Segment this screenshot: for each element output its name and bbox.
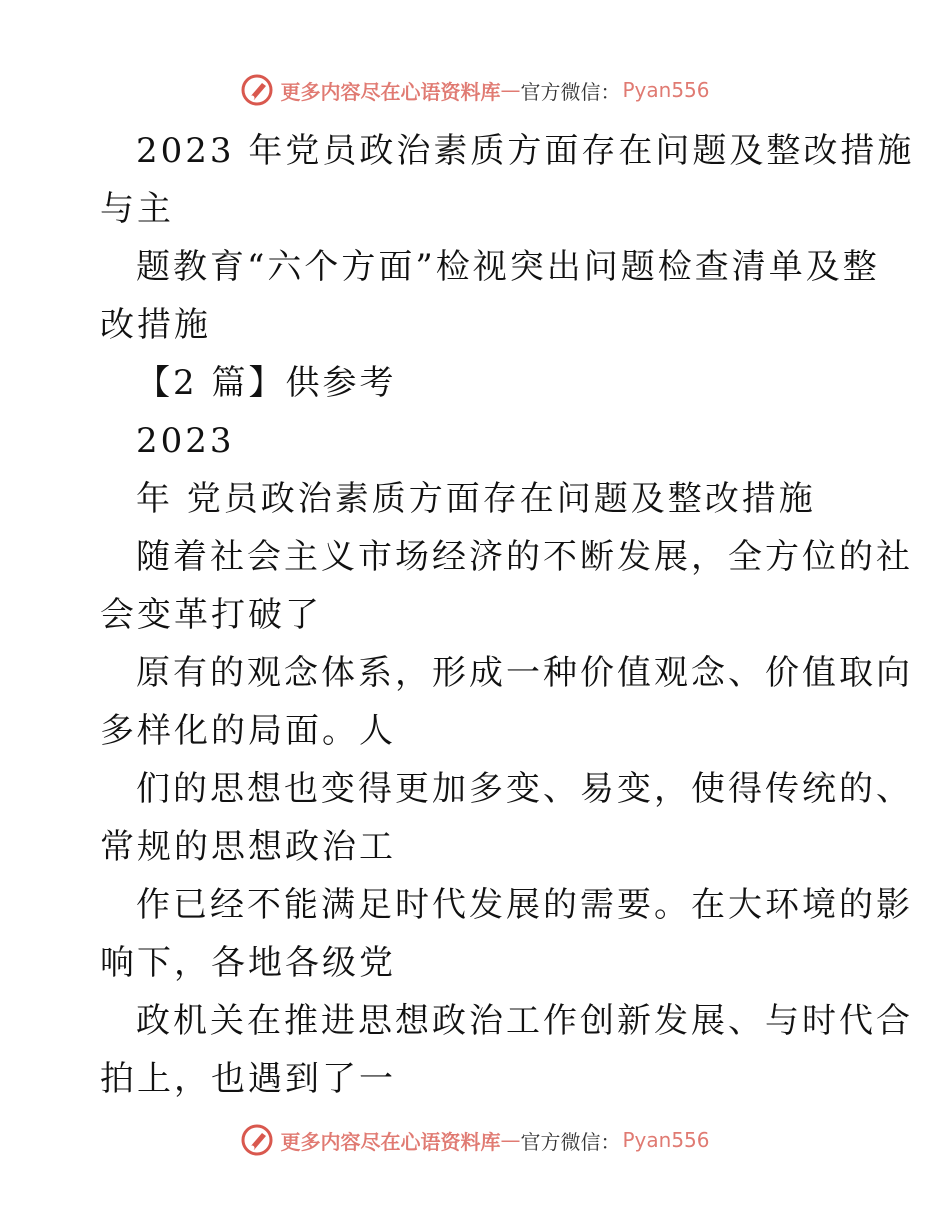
pen-logo-icon [240,73,274,107]
watermark-header [0,70,950,110]
document-body [100,122,915,1108]
paragraph-line: 们的思想也变得更加多变、易变，使得传统的、 [136,769,913,809]
paragraph-line: 作已经不能满足时代发展的需要。在大环境的影 [136,885,913,925]
watermark-wechat-id: Pyan556 [622,1128,710,1152]
watermark-wechat-id: Pyan556 [622,78,710,102]
paragraph-line: 响下，各地各级党 [100,943,396,983]
pen-logo-icon [240,1123,274,1157]
paragraph-line: 原有的观念体系，形成一种价值观念、价值取向 [136,653,913,693]
document-title-line-4: 改措施 [100,305,211,345]
watermark-footer [0,1120,950,1160]
paragraph-line: 多样化的局面。人 [100,711,396,751]
paragraph-line: 政机关在推进思想政治工作创新发展、与时代合 [136,1001,913,1041]
section-heading: 年 党员政治素质方面存在问题及整改措施 [136,479,816,519]
document-title-line-3: 题教育“六个方面”检视突出问题检查清单及整 [136,247,880,287]
paragraph-line: 拍上，也遇到了一 [100,1059,396,1099]
document-subtitle: 【2 篇】供参考 [136,363,397,403]
document-title-line-1: 2023 年党员政治素质方面存在问题及整改措施 [136,131,915,171]
section-year: 2023 [136,421,235,461]
watermark-official-label: 官方微信： [520,1129,621,1154]
paragraph-line: 常规的思想政治工 [100,827,396,867]
watermark-brand: 更多内容尽在心语资料库 [280,1129,501,1154]
paragraph-line: 随着社会主义市场经济的不断发展，全方位的社 [136,537,913,577]
document-title-line-2: 与主 [100,189,174,229]
watermark-official-label: 官方微信： [520,79,621,104]
watermark-separator: — [500,1128,521,1152]
watermark-separator: — [500,78,521,102]
watermark-brand: 更多内容尽在心语资料库 [280,79,501,104]
paragraph-line: 会变革打破了 [100,595,322,635]
